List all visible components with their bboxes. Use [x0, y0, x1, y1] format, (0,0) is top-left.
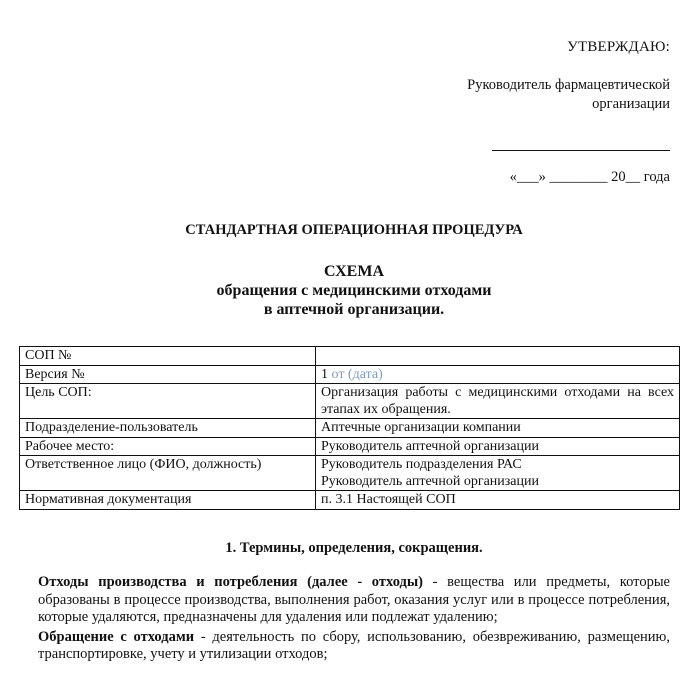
term: Обращение с отходами — [38, 628, 195, 645]
definition-paragraph — [38, 574, 670, 627]
table-row — [20, 365, 680, 384]
approval-position — [467, 76, 670, 114]
row-value — [316, 456, 680, 491]
row-label: Цель СОП: — [20, 384, 316, 419]
version-date-placeholder: от (дата) — [331, 366, 383, 382]
row-label: Версия № — [20, 365, 316, 384]
version-number: 1 — [321, 366, 328, 382]
section-heading: 1. Термины, определения, сокращения. — [225, 540, 483, 556]
row-value: Организация работы с медицинскими отходами на всех этапах их обращения. — [316, 384, 680, 419]
row-label: Подразделение-пользователь — [20, 419, 316, 438]
sop-info-table — [19, 346, 680, 510]
section-body — [38, 574, 670, 666]
table-row — [20, 456, 680, 491]
approval-position-line1: Руководитель фармацевтической — [467, 77, 670, 93]
table-row — [20, 347, 680, 366]
responsible-line-1: Руководитель подразделения РАС — [321, 457, 522, 472]
signature-line — [492, 150, 670, 151]
title-line-3: в аптечной организации. — [263, 301, 445, 318]
row-label: СОП № — [20, 347, 316, 366]
table-row — [20, 437, 680, 456]
approval-date: «___» ________ 20__ года — [509, 169, 670, 185]
responsible-line-2: Руководитель аптечной организации — [321, 473, 539, 489]
definition: - вещества или предметы, которые образованы в процессе производства, выполнения работ, оказания услуг или в процессе потребления, которые удаляются, предназначены для удаления или подлежат удалению; — [38, 574, 670, 625]
title-line-2: обращения с медицинскими отходами — [216, 282, 492, 299]
table-row — [20, 384, 680, 419]
table-row — [20, 419, 680, 438]
row-value: Руководитель аптечной организации — [316, 437, 680, 456]
title-line-1: СХЕМА — [323, 263, 385, 280]
document-type: СТАНДАРТНАЯ ОПЕРАЦИОННАЯ ПРОЦЕДУРА — [185, 222, 523, 238]
row-value — [316, 347, 680, 366]
definition-paragraph — [38, 629, 670, 664]
approval-title: УТВЕРЖДАЮ: — [567, 39, 670, 55]
term: Отходы производства и потребления (далее - отходы) — [38, 574, 424, 590]
document-title — [0, 262, 700, 319]
row-label: Рабочее место: — [20, 437, 316, 456]
row-value — [316, 365, 680, 384]
row-label: Нормативная документация — [20, 491, 316, 510]
approval-position-line2: организации — [592, 96, 670, 112]
row-value: Аптечные организации компании — [316, 419, 680, 438]
table-row — [20, 491, 680, 510]
definition: - деятельность по сбору, использованию, обезвреживанию, размещению, транспортировке, учету и утилизации отходов; — [38, 628, 670, 662]
row-label: Ответственное лицо (ФИО, должность) — [20, 456, 316, 491]
row-value: п. 3.1 Настоящей СОП — [316, 491, 680, 510]
